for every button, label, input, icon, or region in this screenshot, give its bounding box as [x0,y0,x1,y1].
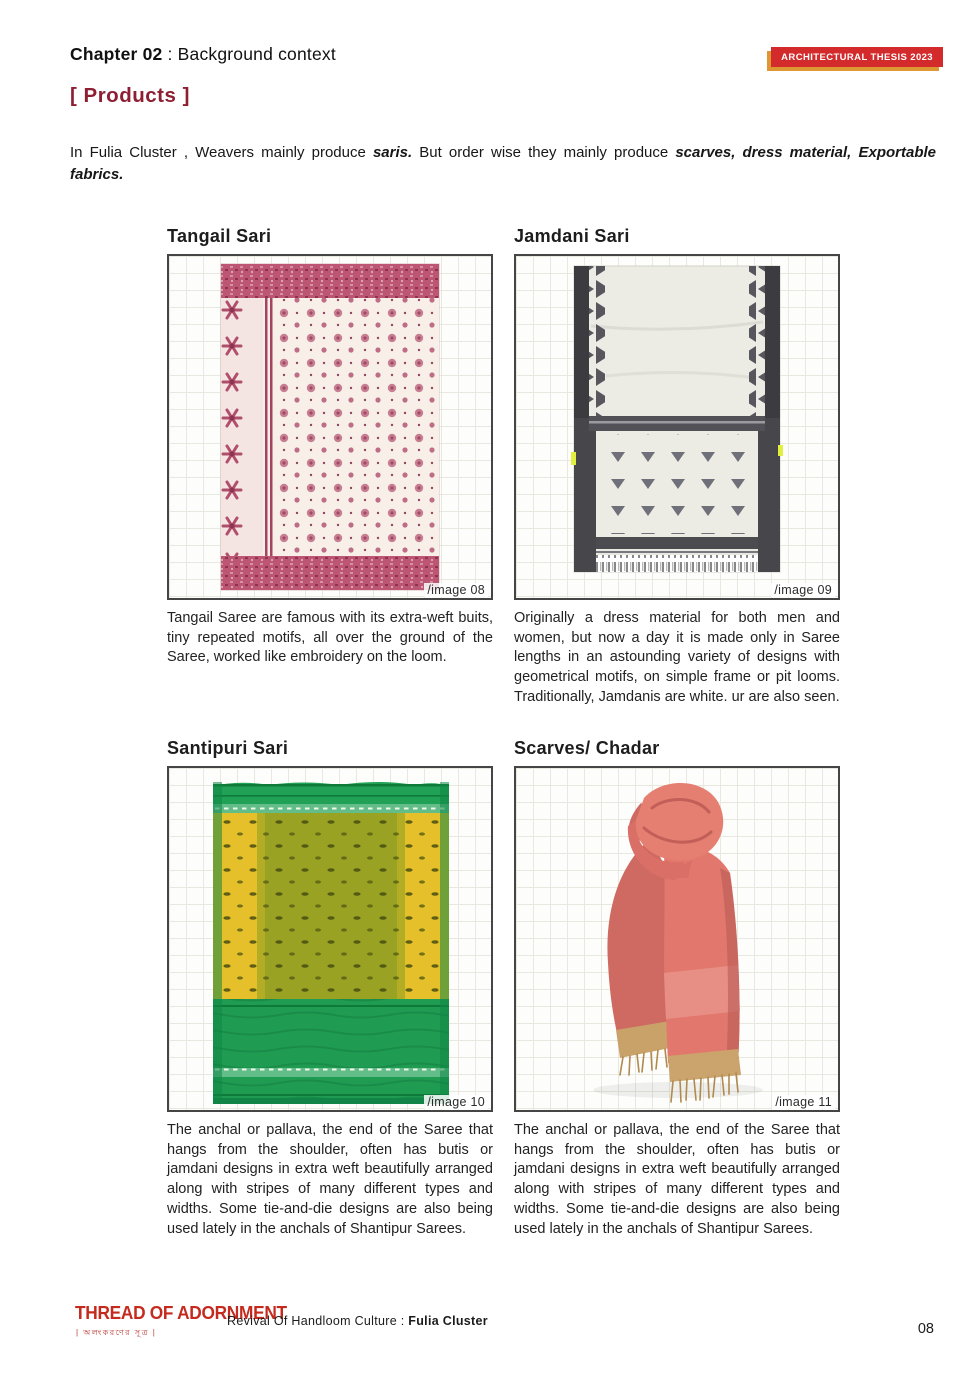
image-label: /image 08 [424,583,488,597]
intro-text: But order wise they mainly produce [412,144,676,161]
product-section-tangail [167,226,493,668]
intro-text-italic: Exportable fabrics. [70,144,936,183]
image-label: /image 09 [771,583,835,597]
thread-of-adornment-logo: THREAD OF ADORNMENT [75,1303,287,1323]
product-caption: Originally a dress material for both men and women, but now a day it is made only in Saree lengths in an astounding variety of designs with geometrical motifs, on simple frame or pit looms. Traditionally, Jamdanis are white. ur are also seen. [514,610,840,705]
thesis-badge: ARCHITECTURAL THESIS 2023 [771,47,943,67]
santipuri-image-frame [167,766,493,1112]
footer-tagline [227,1314,488,1328]
page-number: 08 [917,1321,934,1337]
intro-paragraph [70,142,936,186]
intro-text-italic: saris. [372,144,413,161]
scarf-image-frame [514,766,840,1112]
chapter-subtitle: : Background context [162,44,336,64]
tangail-image-frame [167,254,493,600]
jamdani-sari-image [516,256,838,598]
product-section-santipuri [167,738,493,1239]
product-section-jamdani [514,226,840,708]
santipuri-sari-image [169,768,491,1110]
tangail-sari-image [169,256,491,598]
chapter-number: Chapter 02 [70,44,163,64]
page-title: [ Products ] [70,84,190,107]
product-caption: Tangail Saree are famous with its extra-weft buits, tiny repeated motifs, all over the ground of the Saree, worked like embroidery on the loom. [167,610,493,666]
product-caption: The anchal or pallava, the end of the Saree that hangs from the shoulder, often has butis or jamdani designs in extra weft beautifully arranged along with stripes of many different types and widths. Some tie-and-die designs are also being used lately in the anchals of Shantipur Sarees. [167,1122,493,1237]
product-title: Santipuri Sari [167,738,289,758]
product-title: Tangail Sari [167,226,272,246]
tagline-text: Revival Of Handloom Culture : [227,1314,409,1328]
chapter-heading [70,44,336,65]
logo-bengali-subtitle: | অলংকরণের সূত্র | [76,1328,157,1337]
product-caption: The anchal or pallava, the end of the Saree that hangs from the shoulder, often has butis or jamdani designs in extra weft beautifully arranged along with stripes of many different types and widths. Some tie-and-die designs are also being used lately in the anchals of Shantipur Sarees. [514,1122,840,1237]
scarf-chadar-image [516,768,838,1110]
intro-text: In Fulia Cluster , Weavers mainly produce [70,144,373,161]
image-label: /image 11 [772,1095,835,1109]
intro-text-italic: scarves, dress material, [675,144,852,161]
product-section-scarves [514,738,840,1239]
jamdani-image-frame [514,254,840,600]
tagline-cluster-name: Fulia Cluster [408,1314,488,1328]
product-title: Scarves/ Chadar [514,738,660,758]
image-label: /image 10 [424,1095,488,1109]
product-title: Jamdani Sari [514,226,630,246]
